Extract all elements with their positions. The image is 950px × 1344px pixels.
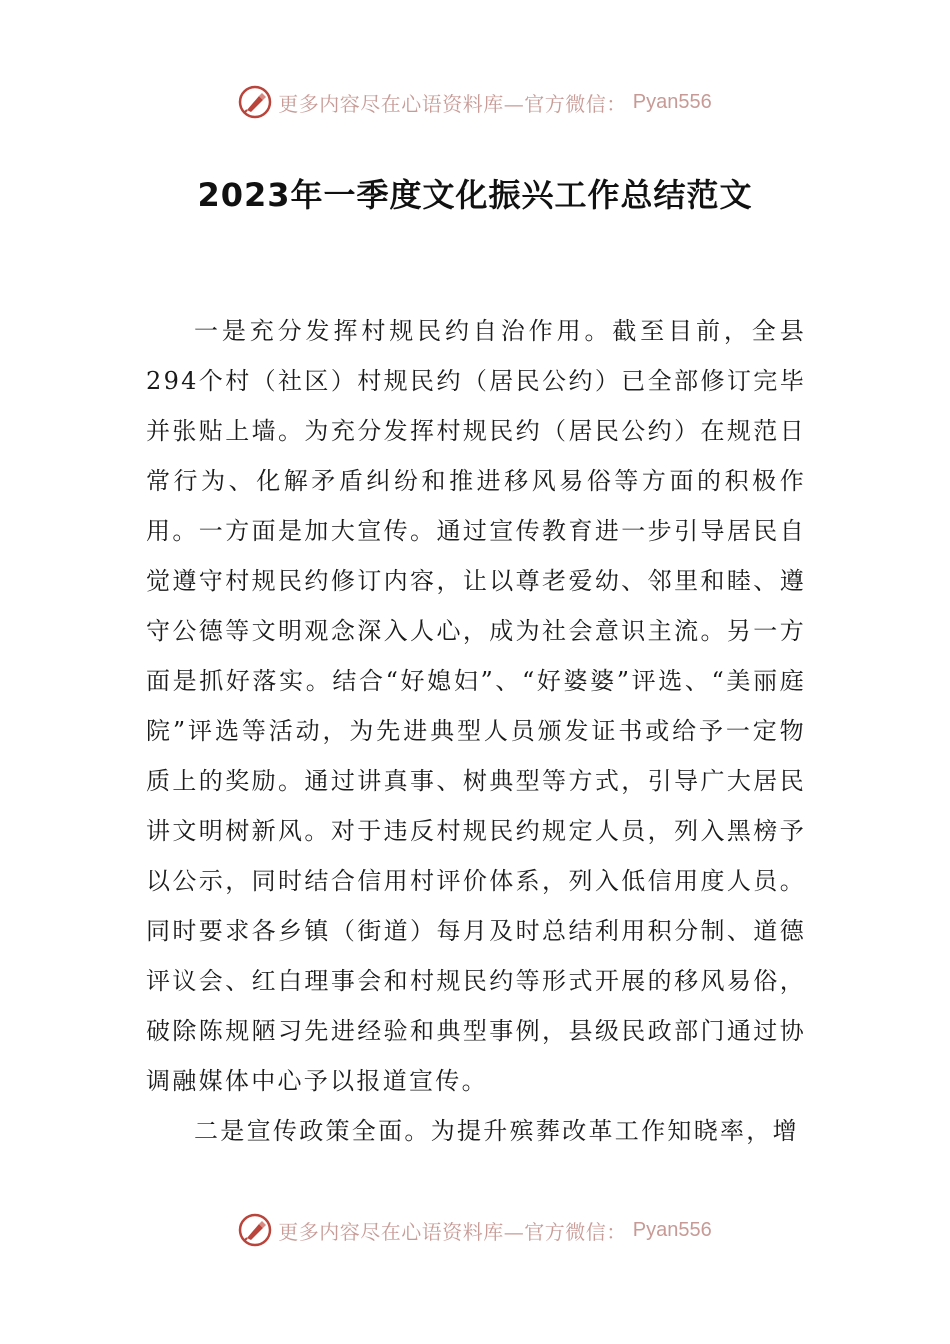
header-watermark: [0, 80, 950, 124]
watermark-account: Pyan556: [632, 90, 712, 113]
watermark-text: 更多内容尽在心语资料库—官方微信：: [278, 91, 627, 116]
pen-nib-logo-icon: [238, 85, 272, 119]
document-body: [146, 306, 806, 1156]
watermark-text: 更多内容尽在心语资料库—官方微信：: [278, 1219, 627, 1244]
watermark-account: Pyan556: [632, 1218, 712, 1241]
paragraph: 一是充分发挥村规民约自治作用。截至目前，全县294个村（社区）村规民约（居民公约）已全部修订完毕并张贴上墙。为充分发挥村规民约（居民公约）在规范日常行为、化解矛盾纠纷和推进移风易俗等方面的积极作用。一方面是加大宣传。通过宣传教育进一步引导居民自觉遵守村规民约修订内容，让以尊老爱幼、邻里和睦、遵守公德等文明观念深入人心，成为社会意识主流。另一方面是抓好落实。结合“好媳妇”、“好婆婆”评选、“美丽庭院”评选等活动，为先进典型人员颁发证书或给予一定物质上的奖励。通过讲真事、树典型等方式，引导广大居民讲文明树新风。对于违反村规民约规定人员，列入黑榜予以公示，同时结合信用村评价体系，列入低信用度人员。同时要求各乡镇（街道）每月及时总结利用积分制、道德评议会、红白理事会和村规民约等形式开展的移风易俗，破除陈规陋习先进经验和典型事例，县级民政部门通过协调融媒体中心予以报道宣传。: [146, 317, 806, 1095]
document-title: 2023年一季度文化振兴工作总结范文: [197, 176, 753, 214]
footer-watermark: [0, 1208, 950, 1252]
paragraph: 二是宣传政策全面。为提升殡葬改革工作知晓率，增: [194, 1117, 799, 1145]
pen-nib-logo-icon: [238, 1213, 272, 1247]
